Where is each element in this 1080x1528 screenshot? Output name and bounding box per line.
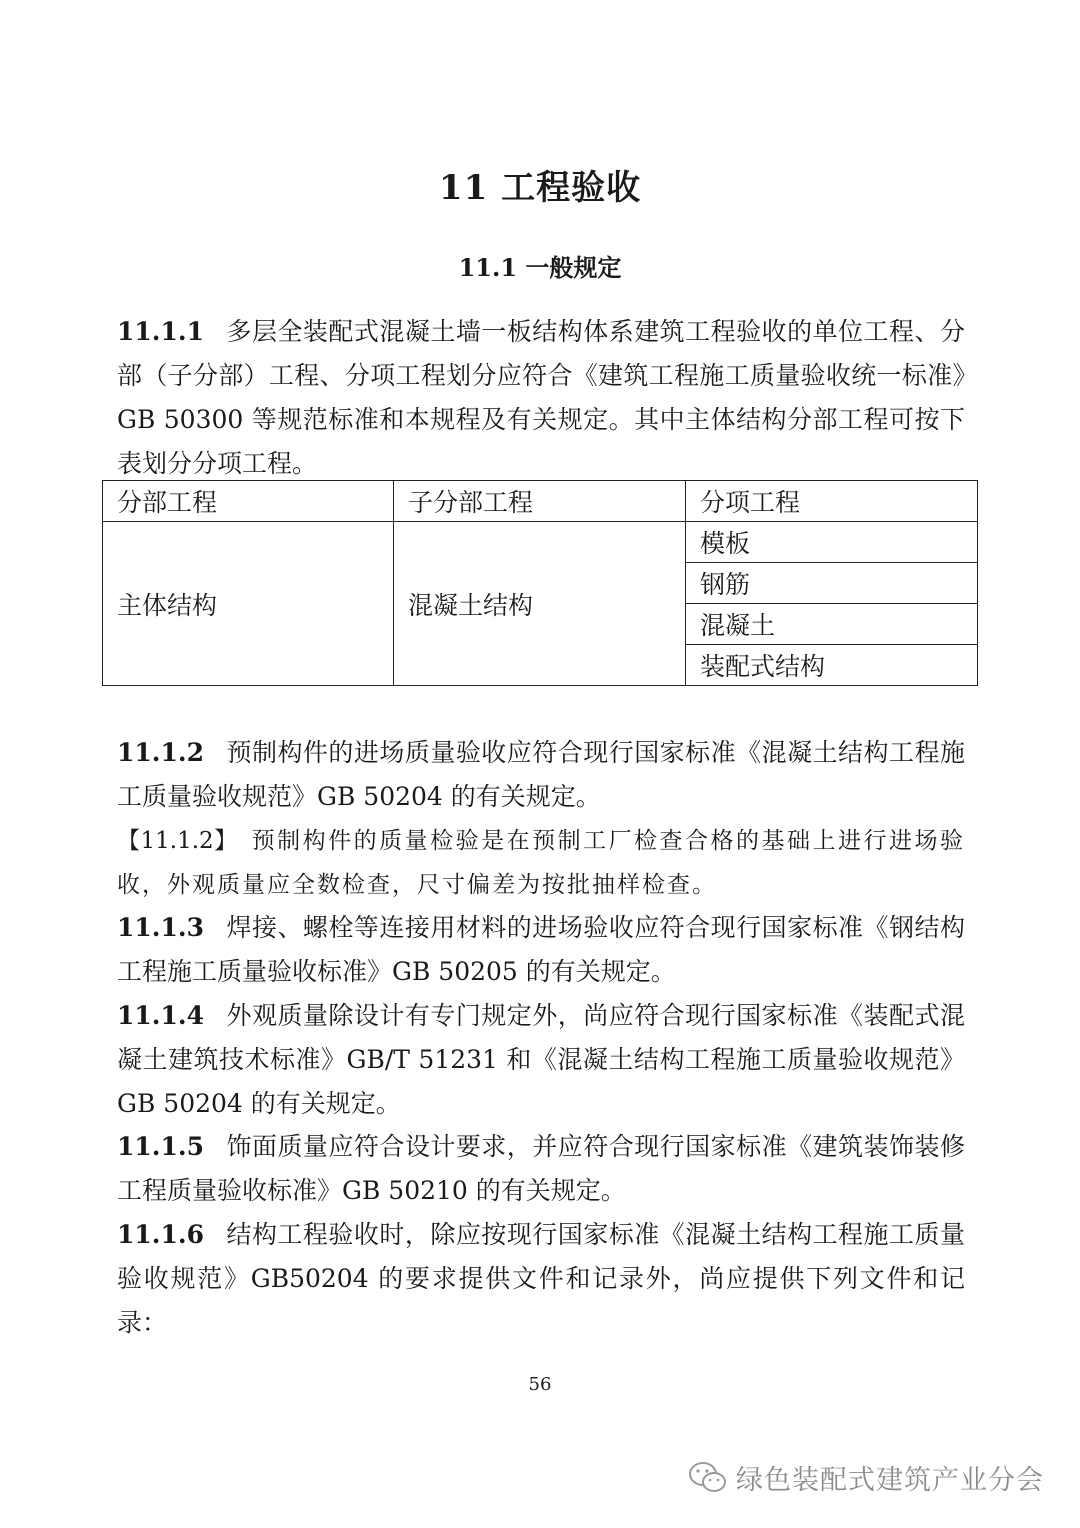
wechat-icon	[688, 1460, 728, 1496]
page-number: 56	[528, 1374, 552, 1395]
chapter-title: 11 工程验收	[438, 168, 642, 208]
watermark	[688, 1458, 1044, 1497]
item-cell: 模板	[686, 522, 978, 563]
subdivision-cell: 混凝土结构	[394, 522, 686, 686]
commentary-number: 【11.1.2】	[117, 828, 238, 854]
item-cell: 钢筋	[686, 563, 978, 604]
section-title: 11.1 一般规定	[458, 253, 622, 282]
watermark-text: 绿色装配式建筑产业分会	[736, 1465, 1044, 1496]
clause-number: 11.1.5	[117, 1132, 204, 1161]
item-cell: 混凝土	[686, 604, 978, 645]
clause-text: 预制构件的进场质量验收应符合现行国家标准《混凝土结构工程施工质量验收规范》GB 50204 的有关规定。	[117, 738, 965, 811]
clause-text: 焊接、螺栓等连接用材料的进场验收应符合现行国家标准《钢结构工程施工质量验收标准》GB 50205 的有关规定。	[117, 913, 965, 986]
commentary-11-1-2	[117, 819, 965, 907]
clause-number: 11.1.2	[117, 738, 204, 767]
division-table	[102, 480, 978, 686]
table-header-cell: 子分部工程	[394, 481, 686, 522]
clause-number: 11.1.4	[117, 1001, 204, 1030]
clause-text: 饰面质量应符合设计要求，并应符合现行国家标准《建筑装饰装修工程质量验收标准》GB 50210 的有关规定。	[117, 1132, 965, 1205]
table-row	[103, 522, 978, 563]
clause-text: 多层全装配式混凝土墙一板结构体系建筑工程验收的单位工程、分部（子分部）工程、分项工程划分应符合《建筑工程施工质量验收统一标准》GB 50300 等规范标准和本规程及有关规定。其中主体结构分部工程可按下表划分分项工程。	[117, 317, 965, 478]
clause-number: 11.1.6	[117, 1220, 204, 1249]
clause-11-1-1	[117, 310, 965, 486]
table-header-row	[103, 481, 978, 522]
clause-11-1-3	[117, 906, 965, 994]
clause-11-1-6	[117, 1213, 965, 1345]
clause-number: 11.1.3	[117, 913, 204, 942]
item-cell: 装配式结构	[686, 645, 978, 686]
division-cell: 主体结构	[103, 522, 394, 686]
clause-number: 11.1.1	[117, 317, 204, 346]
table-header-cell: 分部工程	[103, 481, 394, 522]
clause-11-1-2	[117, 731, 965, 819]
clause-11-1-4	[117, 994, 965, 1126]
clause-text: 外观质量除设计有专门规定外，尚应符合现行国家标准《装配式混凝土建筑技术标准》GB/T 51231 和《混凝土结构工程施工质量验收规范》GB 50204 的有关规定。	[117, 1001, 965, 1118]
table-header-cell: 分项工程	[686, 481, 978, 522]
clause-text: 结构工程验收时，除应按现行国家标准《混凝土结构工程施工质量验收规范》GB50204 的要求提供文件和记录外，尚应提供下列文件和记录：	[117, 1220, 965, 1337]
commentary-text: 预制构件的质量检验是在预制工厂检查合格的基础上进行进场验收，外观质量应全数检查，尺寸偏差为按批抽样检查。	[117, 828, 965, 898]
clause-11-1-5	[117, 1125, 965, 1213]
